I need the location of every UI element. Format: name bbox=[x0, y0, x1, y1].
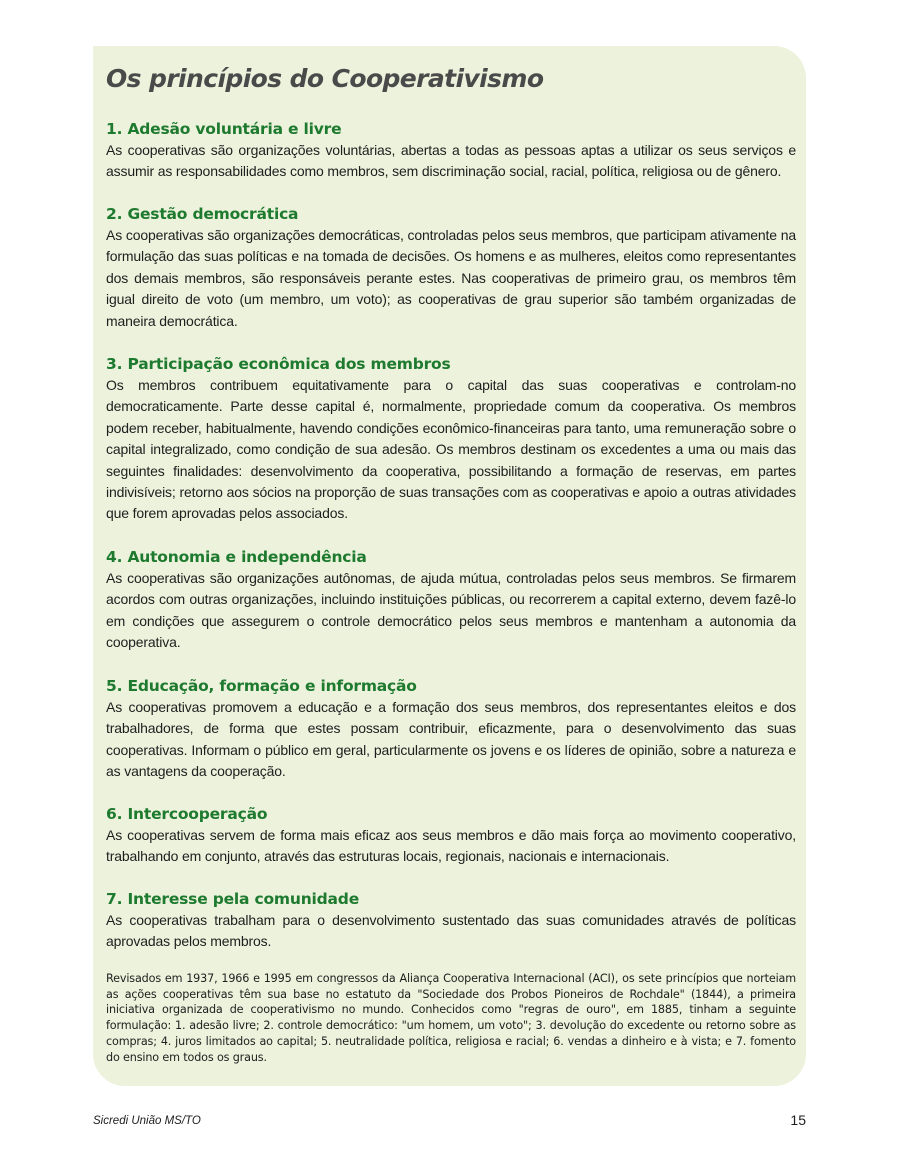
principle-text: As cooperativas servem de forma mais eficaz aos seus membros e dão mais força ao movimento cooperativo, trabalhando em conjunto, através das estruturas locais, regionais, nacionais e internacionais. bbox=[106, 827, 796, 865]
principle-2 bbox=[106, 203, 796, 332]
principle-text: Os membros contribuem equitativamente para o capital das suas cooperativas e controlam-no democraticamente. Parte desse capital é, normalmente, propriedade comum da cooperativa. Os membros podem receber, habitualmente, havendo condições econômico-financeiras para tanto, uma remuneração sobre o capital integralizado, como condição de sua adesão. Os membros destinam os excedentes a uma ou mais das seguintes finalidades: desenvolvimento da cooperativa, possibilitando a formação de reservas, em partes indivisíveis; retorno aos sócios na proporção de suas transações com as cooperativas e apoio a outras atividades que forem aprovadas pelos associados. bbox=[106, 377, 796, 522]
principle-heading: 2. Gestão democrática bbox=[106, 205, 299, 223]
principle-text: As cooperativas são organizações voluntárias, abertas a todas as pessoas aptas a utilizar os seus serviços e assumir as responsabilidades como membros, sem discriminação social, racial, política, religiosa ou de gênero. bbox=[106, 142, 796, 180]
principle-text: As cooperativas promovem a educação e a formação dos seus membros, dos representantes eleitos e dos trabalhadores, de forma que estes possam contribuir, eficazmente, para o desenvolvimento das suas cooperativas. Informam o público em geral, particularmente os jovens e os líderes de opinião, sobre a natureza e as vantagens da cooperação. bbox=[106, 699, 796, 780]
principle-heading: 7. Interesse pela comunidade bbox=[106, 890, 360, 908]
principle-heading: 1. Adesão voluntária e livre bbox=[106, 120, 342, 138]
principle-5 bbox=[106, 675, 796, 783]
principle-heading: 4. Autonomia e independência bbox=[106, 548, 367, 566]
principle-text: As cooperativas são organizações autônomas, de ajuda mútua, controladas pelos seus membros. Se firmarem acordos com outras organizações, incluindo instituições públicas, ou recorrerem a capital externo, devem fazê-lo em condições que assegurem o controle democrático pelos seus membros e mantenham a autonomia da cooperativa. bbox=[106, 570, 796, 651]
historical-note: Revisados em 1937, 1966 e 1995 em congressos da Aliança Cooperativa Internacional (ACI), os sete princípios que norteiam as ações cooperativas têm sua base no estatuto da "Sociedade dos Probos Pioneiros de Rochdale" (1844), a primeira iniciativa organizada de cooperativismo no mundo. Conhecidos como "regras de ouro", em 1885, tinham a seguinte formulação: 1. adesão livre; 2. controle democrático: "um homem, um voto"; 3. devolução do excedente ou retorno sobre as compras; 4. juros limitados ao capital; 5. neutralidade política, religiosa e racial; 6. vendas a dinheiro e à vista; e 7. fomento do ensino em todos os graus. bbox=[106, 972, 796, 1064]
principle-text: As cooperativas trabalham para o desenvolvimento sustentado das suas comunidades através de políticas aprovadas pelos membros. bbox=[106, 912, 796, 950]
principle-heading: 5. Educação, formação e informação bbox=[106, 677, 417, 695]
principle-text: As cooperativas são organizações democráticas, controladas pelos seus membros, que participam ativamente na formulação das suas políticas e na tomada de decisões. Os homens e as mulheres, eleitos como representantes dos demais membros, são responsáveis perante estes. Nas cooperativas de primeiro grau, os membros têm igual direito de voto (um membro, um voto); as cooperativas de grau superior são também organizadas de maneira democrática. bbox=[106, 227, 796, 329]
principle-1 bbox=[106, 118, 796, 183]
page-number: 15 bbox=[790, 1112, 806, 1128]
principle-heading: 6. Intercooperação bbox=[106, 805, 268, 823]
principle-4 bbox=[106, 546, 796, 654]
principle-6 bbox=[106, 803, 796, 868]
footer-publisher: Sicredi União MS/TO bbox=[93, 1115, 201, 1127]
page-title: Os princípios do Cooperativismo bbox=[106, 64, 544, 93]
principle-heading: 3. Participação econômica dos membros bbox=[106, 355, 451, 373]
principle-3 bbox=[106, 353, 796, 525]
principle-7 bbox=[106, 888, 796, 953]
